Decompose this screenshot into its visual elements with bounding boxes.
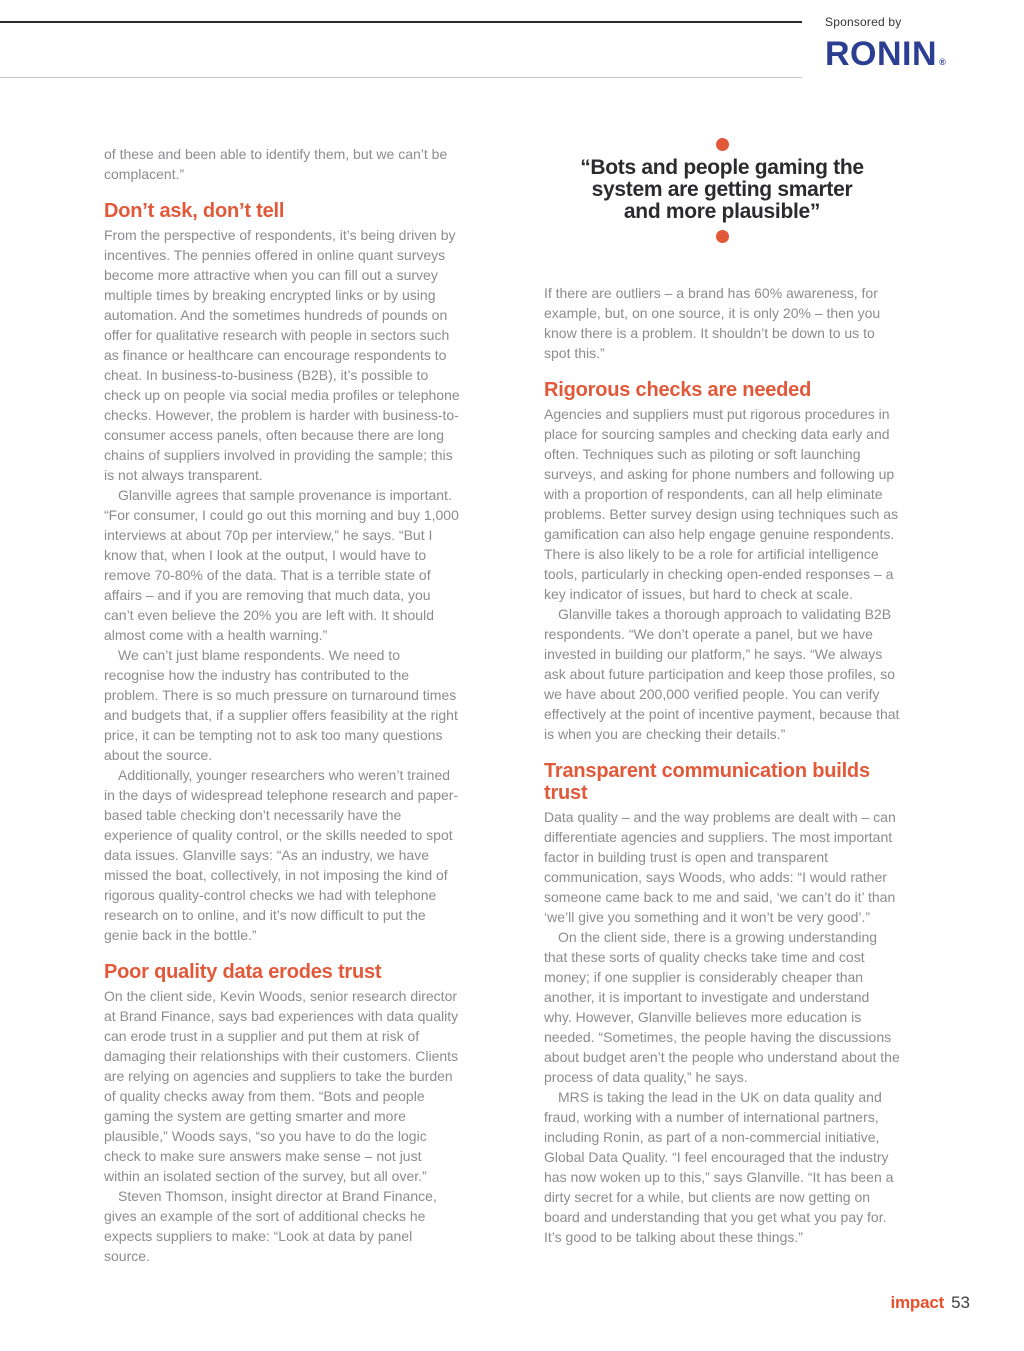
- body-paragraph: MRS is taking the lead in the UK on data quality and fraud, working with a number of international partners, including Ronin, as part of a non-commercial initiative, Global Data Quality. “I feel encouraged that the industry has now woken up to this,” says Glanville. “It has been a dirty secret for a while, but clients are now getting on board and understanding that you get what you pay for. It’s good to be talking about these things.”: [544, 1089, 894, 1245]
- quote-dot-top-icon: [716, 138, 729, 151]
- ronin-logo: [825, 35, 946, 74]
- body-paragraph: Additionally, younger researchers who weren’t trained in the days of widespread telephone research and paper-based table checking don’t necessarily have the experience of quality control, or the skills needed to spot data issues. Glanville says: “As an industry, we have missed the boat, collectively, in not imposing the kind of rigorous quality-control checks we had with telephone research on to online, and it’s now difficult to put the genie back in the bottle.”: [104, 767, 459, 943]
- sponsored-by-label: Sponsored by: [825, 15, 902, 29]
- pull-quote: [544, 138, 900, 243]
- page-footer: [890, 1293, 970, 1313]
- body-paragraph: On the client side, there is a growing understanding that these sorts of quality checks take time and cost money; if one supplier is considerably cheaper than another, it is important to investigate and understand why. However, Glanville believes more education is needed. “Sometimes, the people having the discussions about budget aren’t the people who understand about the process of data quality,” he says.: [544, 929, 900, 1085]
- body-paragraph: Glanville takes a thorough approach to validating B2B respondents. “We don’t operate a panel, but we have invested in building our platform,” he says. “We always ask about future participation and keep those profiles, so we have about 200,000 verified people. You can verify effectively at the point of incentive payment, because that is when you are checking their details.”: [544, 606, 900, 742]
- left-column: [104, 144, 460, 1266]
- section-heading: Transparent communication builds trust: [544, 760, 870, 804]
- header-rule-top: [0, 21, 802, 23]
- body-paragraph: On the client side, Kevin Woods, senior research director at Brand Finance, says bad experiences with data quality can erode trust in a supplier and put them at risk of damaging their relationships with their customers. Clients are relying on agencies and suppliers to take the burden of quality checks away from them. “Bots and people gaming the system are getting smarter and more plausible,” Woods says, “so you have to do the logic check to make sure answers make sense – not just within an isolated section of the survey, but all over.”: [104, 988, 459, 1184]
- body-paragraph: Agencies and suppliers must put rigorous procedures in place for sourcing samples and checking data early and often. Techniques such as piloting or soft launching surveys, and asking for phone numbers and following up with a proportion of respondents, can all help eliminate problems. Better survey design using techniques such as gamification can also help engage genuine respondents. There is also likely to be a role for artificial intelligence tools, particularly in checking open-ended responses – a key indicator of issues, but hard to check at scale.: [544, 406, 899, 602]
- magazine-logo: impact: [890, 1293, 945, 1312]
- section-heading: Rigorous checks are needed: [544, 379, 812, 401]
- registered-trademark-icon: ®: [939, 57, 946, 67]
- sponsor-block: [825, 15, 946, 74]
- right-column: [544, 138, 900, 1247]
- pull-quote-line: and more plausible”: [623, 200, 821, 223]
- quote-dot-bottom-icon: [716, 230, 729, 243]
- header-rule-bottom: [0, 77, 802, 78]
- body-paragraph: From the perspective of respondents, it’s being driven by incentives. The pennies offered in online quant surveys become more attractive when you can fill out a survey multiple times by breaking encrypted links or by using automation. And the sometimes hundreds of pounds on offer for qualitative research with people in sectors such as finance or healthcare can encourage respondents to cheat. In business-to-business (B2B), it’s possible to check up on people via social media profiles or telephone checks. However, the problem is harder with business-to-consumer access panels, often because there are long chains of suppliers involved in providing the sample; this is not always transparent.: [104, 227, 460, 483]
- section-heading: Poor quality data erodes trust: [104, 961, 382, 983]
- body-paragraph: of these and been able to identify them, but we can’t be complacent.”: [104, 146, 448, 182]
- page-number: 53: [951, 1293, 970, 1312]
- body-paragraph: If there are outliers – a brand has 60% awareness, for example, but, on one source, it is only 20% – then you know there is a problem. It shouldn’t be down to us to spot this.”: [544, 285, 881, 361]
- pull-quote-line: system are getting smarter: [591, 178, 853, 201]
- section-heading: Don’t ask, don’t tell: [104, 200, 285, 222]
- body-paragraph: Data quality – and the way problems are dealt with – can differentiate agencies and suppliers. The most important factor in building trust is open and transparent communication, says Woods, who adds: “I would rather someone came back to me and said, ‘we can’t do it’ than ‘we’ll give you something and it won’t be very good’.”: [544, 809, 896, 925]
- body-paragraph: We can’t just blame respondents. We need to recognise how the industry has contributed to the problem. There is so much pressure on turnaround times and budgets that, if a supplier offers feasibility at the right price, it can be tempting not to ask too many questions about the source.: [104, 647, 458, 763]
- body-paragraph: Glanville agrees that sample provenance is important. “For consumer, I could go out this morning and buy 1,000 interviews at about 70p per interview,” he says. “But I know that, when I look at the output, I would have to remove 70-80% of the data. That is a terrible state of affairs – and if you are removing that much data, you can’t even believe the 20% you are left with. It should almost come with a health warning.”: [104, 487, 459, 643]
- right-column-body: [544, 283, 900, 1247]
- body-paragraph: Steven Thomson, insight director at Brand Finance, gives an example of the sort of additional checks he expects suppliers to make: “Look at data by panel source.: [104, 1188, 437, 1264]
- pull-quote-line: “Bots and people gaming the: [580, 156, 864, 179]
- ronin-wordmark: RONIN: [825, 35, 938, 73]
